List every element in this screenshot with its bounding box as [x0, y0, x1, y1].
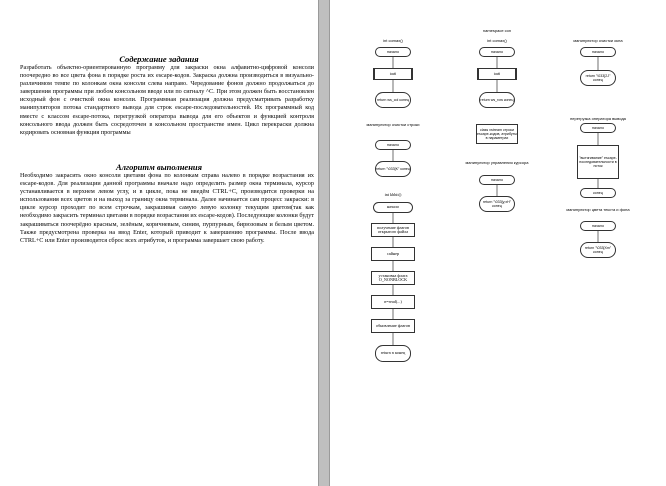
- comay-title: int comax(): [487, 38, 507, 43]
- namespace-label: namespace con: [482, 28, 512, 33]
- comax-end: return ws_col конец: [375, 92, 411, 108]
- color-end: return "\033[Xm" конец: [580, 242, 616, 258]
- clear-window-title: манипулятор очистки окна: [573, 38, 623, 43]
- kbhit-get-flags: получение флагов открытого файла: [371, 223, 415, 237]
- comay-end: return ws_row конец: [479, 92, 515, 108]
- right-page: [330, 0, 666, 486]
- heading-task: Содержание задания: [119, 54, 199, 64]
- algorithm-paragraph: Необходимо закрасить окно консоли цветами фона по колонкам справа налево в порядке возрастания их escape-кодов. Для реализации данной программы вначале надо определить размер окна терминала, курсор устанавливается в верхнем левом углу, и в цикле, пока не введём CTRL+C, производится проверки на использования всех цветов и на выход за границу окна терминала. Далее начинается сам процесс закраски: в цикле курсор проходит по всем строчкам, закрашивая самую левую колонку текущим цветом(так как необходимо закрасить терминал цветами в порядке возрастания их escape-кодов). Последующие колонки будут закрашиваться поочерёдно красным, зелёным, коричневым, синим, пурпурным, бирюзовым и белым цветом. Также предусмотрена проверка на ввод Enter, который приводит к завершению программы. После ввода CTRL+C или Enter производится сброс всех атрибутов, и программа завершает свою работу.: [20, 172, 314, 244]
- kbhit-end: return n конец: [375, 345, 411, 362]
- cursor-start: начало: [479, 175, 515, 185]
- output-op-start: начало: [580, 123, 616, 133]
- kbhit-update-flags: обновление флагов: [371, 319, 415, 333]
- clear-window-start: начало: [580, 47, 616, 57]
- class-xstream-box: class xstream строки escape-кодов, атрибуты в параметрах: [476, 124, 518, 144]
- color-start: начало: [580, 221, 616, 231]
- comax-start: начало: [375, 47, 411, 57]
- comay-ioctl: ioctl: [477, 68, 517, 80]
- output-op-end: конец: [580, 188, 616, 198]
- kbhit-set-nonblock: установка флага O_NONBLOCK: [371, 271, 415, 285]
- color-title: манипулятор цвета текста и фона: [566, 207, 630, 212]
- clear-line-end: return "\033[K" конец: [375, 161, 411, 177]
- page-divider: [318, 0, 330, 486]
- comax-ioctl: ioctl: [373, 68, 413, 80]
- comay-start: начало: [479, 47, 515, 57]
- clear-line-title: манипулятор очистки строки: [366, 122, 420, 127]
- output-op-title: перегрузка оператора вывода: [570, 116, 626, 121]
- task-paragraph: Разработать объектно-ориентированную программу для закраски окна алфавитно-цифровой консоли поочередно во все цвета фона в порядке роста их escape-кодов. Закраска должна производиться в визуально-различимом темпе по колонкам окна консоли слева направо. Чередование фонов должно продолжаться до завершения программы при любом консольном вводе или по сигналу ^C. При этом должен быть восстановлен исходный фон с очисткой окна консоли. Программная реализация должна предусматривать разработку манипуляторов потока стандартного вывода для строк escape-последовательностей. Их программный код вместе с классом escape-потока, перегрузкой оператора вывода для его объектов и функцией контроля консольного ввода должен быть сосредоточен в консольном пространстве имен. Цикл перекраски должна кодировать основная функция программы: [20, 64, 314, 136]
- cursor-end: return "\033[y;xH" конец: [479, 196, 515, 212]
- comax-title: int comax(): [383, 38, 403, 43]
- clear-line-start: начало: [375, 140, 411, 150]
- kbhit-read: n=read(...): [371, 295, 415, 309]
- kbhit-title: int kbhit(): [384, 192, 402, 197]
- cursor-title: манипулятор управления курсора: [465, 160, 529, 165]
- heading-algorithm: Алгоритм выполнения: [115, 162, 203, 172]
- output-op-proc: "вытягивание" escape-последовательности в поток: [577, 145, 619, 179]
- clear-window-end: return "\033[2J" конец: [580, 70, 616, 86]
- kbhit-start: начало: [373, 202, 413, 213]
- kbhit-step2: сайнер: [371, 247, 415, 261]
- left-page: [0, 0, 318, 486]
